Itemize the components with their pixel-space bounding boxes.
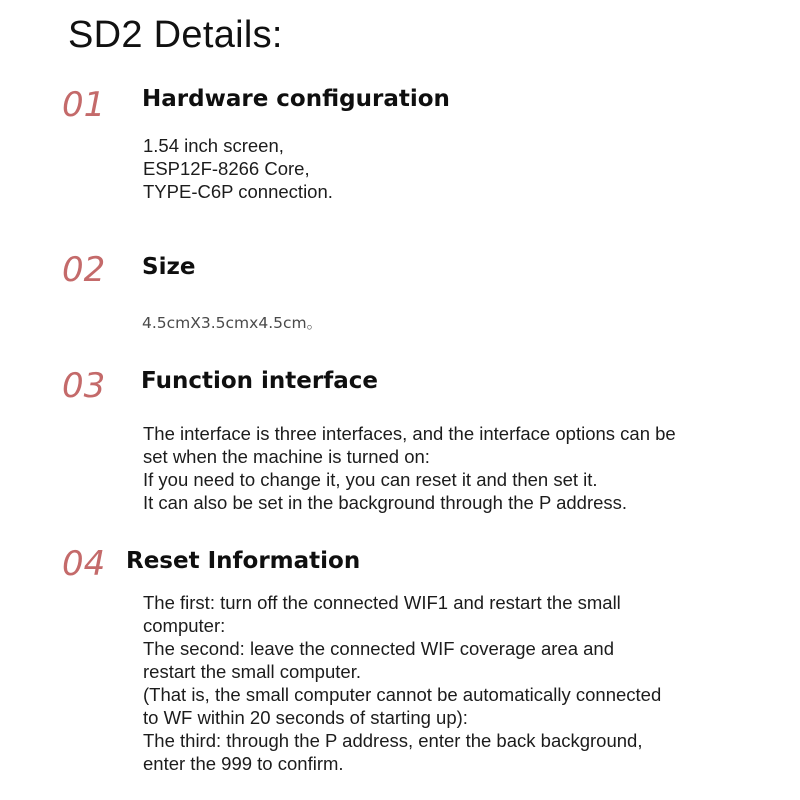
body-line: (That is, the small computer cannot be automatically connected — [143, 684, 662, 705]
section-number-02: 02 — [62, 250, 106, 290]
section-heading-size: Size — [142, 254, 196, 280]
body-line: TYPE-C6P connection. — [143, 181, 333, 202]
section-number-04: 04 — [62, 544, 106, 584]
body-line: ESP12F-8266 Core, — [143, 158, 310, 179]
body-line: enter the 999 to confirm. — [143, 753, 344, 774]
page-title: SD2 Details: — [68, 14, 283, 56]
section-body-hardware — [143, 134, 333, 203]
section-heading-function: Function interface — [141, 368, 378, 394]
body-line: If you need to change it, you can reset it and then set it. — [143, 469, 598, 490]
section-body-function — [143, 422, 676, 514]
body-line: The interface is three interfaces, and the interface options can be — [143, 423, 676, 444]
body-line: The second: leave the connected WIF coverage area and — [143, 638, 615, 659]
section-heading-reset: Reset Information — [126, 548, 361, 574]
section-number-01: 01 — [62, 85, 106, 125]
section-body-reset — [143, 591, 661, 775]
size-value: 4.5cmX3.5cmx4.5cm。 — [142, 314, 323, 332]
body-line: 1.54 inch screen, — [143, 135, 284, 156]
section-heading-hardware: Hardware configuration — [142, 86, 450, 112]
section-number-03: 03 — [62, 366, 106, 406]
body-line: The third: through the P address, enter the back background, — [143, 730, 643, 751]
body-line: set when the machine is turned on: — [143, 446, 430, 467]
body-line: to WF within 20 seconds of starting up): — [143, 707, 468, 728]
body-line: The first: turn off the connected WIF1 and restart the small — [143, 592, 621, 613]
body-line: restart the small computer. — [143, 661, 361, 682]
body-line: computer: — [143, 615, 226, 636]
body-line: It can also be set in the background through the P address. — [143, 492, 628, 513]
